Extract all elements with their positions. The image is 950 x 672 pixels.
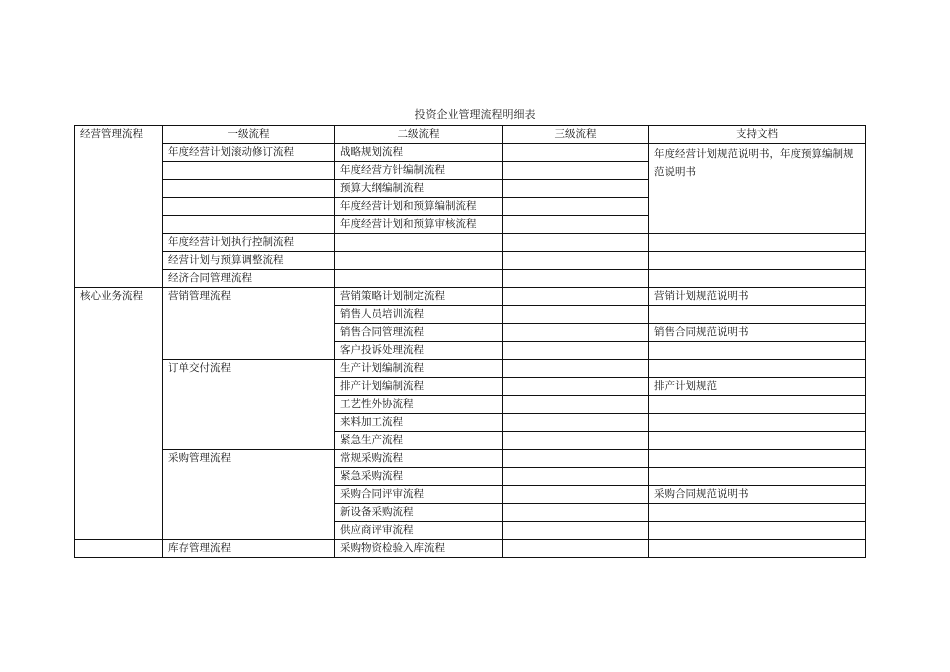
header-level3: 三级流程 (503, 126, 649, 144)
level1-cell: 营销管理流程 (163, 288, 335, 360)
header-docs: 支持文档 (649, 126, 866, 144)
level3-cell (503, 216, 649, 234)
table-row (75, 234, 866, 252)
level3-cell (503, 306, 649, 324)
docs-cell (649, 270, 866, 288)
level3-cell (503, 540, 649, 558)
level3-cell (503, 342, 649, 360)
level1-cell: 订单交付流程 (163, 360, 335, 450)
level2-cell: 年度经营方针编制流程 (335, 162, 503, 180)
level3-cell (503, 450, 649, 468)
docs-cell (649, 360, 866, 378)
docs-cell (649, 522, 866, 540)
level1-cell: 年度经营计划滚动修订流程 (163, 144, 335, 162)
level1-cell (163, 162, 335, 180)
level3-cell (503, 162, 649, 180)
level2-cell: 采购合同评审流程 (335, 486, 503, 504)
level2-cell: 供应商评审流程 (335, 522, 503, 540)
level2-cell: 新设备采购流程 (335, 504, 503, 522)
table-row (75, 270, 866, 288)
docs-cell (649, 252, 866, 270)
level2-cell: 工艺性外协流程 (335, 396, 503, 414)
level2-cell: 预算大纲编制流程 (335, 180, 503, 198)
level1-cell: 经济合同管理流程 (163, 270, 335, 288)
level3-cell (503, 396, 649, 414)
level3-cell (503, 270, 649, 288)
level2-cell: 年度经营计划和预算编制流程 (335, 198, 503, 216)
level3-cell (503, 504, 649, 522)
level2-cell: 年度经营计划和预算审核流程 (335, 216, 503, 234)
docs-cell (649, 450, 866, 468)
level1-cell (163, 198, 335, 216)
level2-cell: 来料加工流程 (335, 414, 503, 432)
docs-cell (649, 432, 866, 450)
docs-cell (649, 396, 866, 414)
category-cell-operations: 经营管理流程 (75, 126, 163, 288)
level3-cell (503, 378, 649, 396)
level1-cell (163, 216, 335, 234)
docs-cell (649, 540, 866, 558)
header-level1: 一级流程 (163, 126, 335, 144)
header-level2: 二级流程 (335, 126, 503, 144)
table-header-row (75, 126, 866, 144)
category-cell (75, 540, 163, 558)
level2-cell (335, 234, 503, 252)
level1-cell: 经营计划与预算调整流程 (163, 252, 335, 270)
docs-cell: 营销计划规范说明书 (649, 288, 866, 306)
table-row (75, 540, 866, 558)
level2-cell: 采购物资检验入库流程 (335, 540, 503, 558)
category-cell-core-business: 核心业务流程 (75, 288, 163, 540)
level2-cell: 生产计划编制流程 (335, 360, 503, 378)
docs-cell (649, 342, 866, 360)
level3-cell (503, 234, 649, 252)
level1-cell: 采购管理流程 (163, 450, 335, 540)
docs-cell (649, 504, 866, 522)
docs-cell: 采购合同规范说明书 (649, 486, 866, 504)
level3-cell (503, 252, 649, 270)
level3-cell (503, 198, 649, 216)
level2-cell: 排产计划编制流程 (335, 378, 503, 396)
level3-cell (503, 324, 649, 342)
table-row (75, 360, 866, 378)
level3-cell (503, 180, 649, 198)
level2-cell: 常规采购流程 (335, 450, 503, 468)
level3-cell (503, 414, 649, 432)
level2-cell: 紧急采购流程 (335, 468, 503, 486)
table-row (75, 144, 866, 162)
docs-cell (649, 234, 866, 252)
level3-cell (503, 522, 649, 540)
docs-cell: 销售合同规范说明书 (649, 324, 866, 342)
level2-cell: 销售合同管理流程 (335, 324, 503, 342)
level2-cell: 紧急生产流程 (335, 432, 503, 450)
level3-cell (503, 144, 649, 162)
level3-cell (503, 468, 649, 486)
process-table (74, 125, 866, 558)
table-row (75, 252, 866, 270)
level2-cell: 营销策略计划制定流程 (335, 288, 503, 306)
docs-cell: 排产计划规范 (649, 378, 866, 396)
document-title: 投资企业管理流程明细表 (414, 108, 536, 121)
docs-cell (649, 414, 866, 432)
level2-cell (335, 252, 503, 270)
level2-cell: 战略规划流程 (335, 144, 503, 162)
level2-cell (335, 270, 503, 288)
level3-cell (503, 288, 649, 306)
docs-cell (649, 468, 866, 486)
level2-cell: 客户投诉处理流程 (335, 342, 503, 360)
level1-cell: 年度经营计划执行控制流程 (163, 234, 335, 252)
level1-cell: 库存管理流程 (163, 540, 335, 558)
level2-cell: 销售人员培训流程 (335, 306, 503, 324)
level3-cell (503, 486, 649, 504)
docs-cell (649, 306, 866, 324)
level3-cell (503, 360, 649, 378)
level1-cell (163, 180, 335, 198)
level3-cell (503, 432, 649, 450)
table-row (75, 288, 866, 306)
table-row (75, 450, 866, 468)
docs-cell: 年度经营计划规范说明书，年度预算编制规范说明书 (649, 144, 866, 234)
